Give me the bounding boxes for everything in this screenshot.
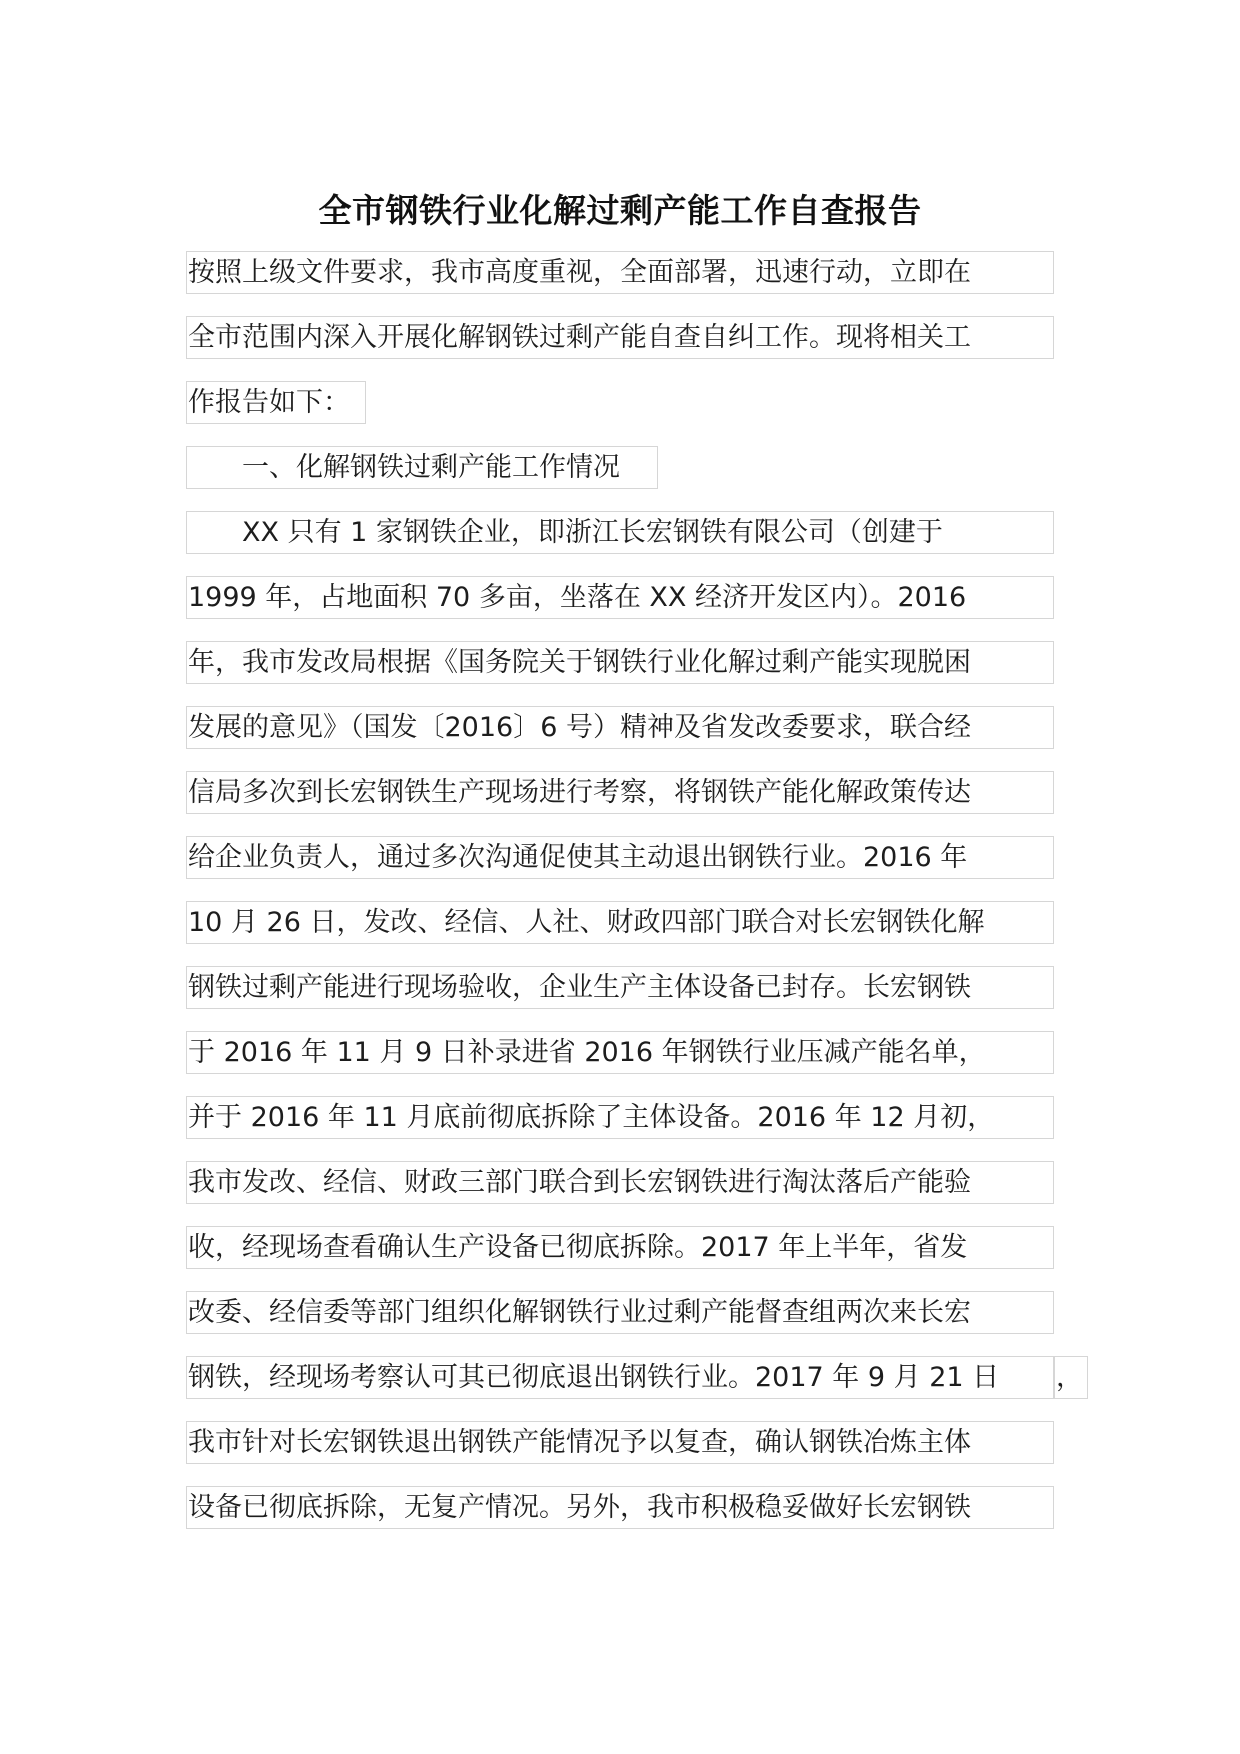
body-line-16: 设备已彻底拆除，无复产情况。另外，我市积极稳妥做好长宏钢铁 bbox=[186, 1486, 1054, 1529]
intro-line-3: 作报告如下： bbox=[186, 381, 366, 424]
intro-line-2: 全市范围内深入开展化解钢铁过剩产能自查自纠工作。现将相关工 bbox=[186, 316, 1054, 359]
body-line-14-overflow: ， bbox=[1054, 1356, 1088, 1399]
body-line-9: 于 2016 年 11 月 9 日补录进省 2016 年钢铁行业压减产能名单， bbox=[186, 1031, 1054, 1074]
body-line-11: 我市发改、经信、财政三部门联合到长宏钢铁进行淘汰落后产能验 bbox=[186, 1161, 1054, 1204]
body-line-6: 给企业负责人，通过多次沟通促使其主动退出钢铁行业。2016 年 bbox=[186, 836, 1054, 879]
body-line-10: 并于 2016 年 11 月底前彻底拆除了主体设备。2016 年 12 月初， bbox=[186, 1096, 1054, 1139]
body-line-12: 收，经现场查看确认生产设备已彻底拆除。2017 年上半年，省发 bbox=[186, 1226, 1054, 1269]
body-line-2: 1999 年，占地面积 70 多亩，坐落在 XX 经济开发区内）。2016 bbox=[186, 576, 1054, 619]
body-line-3: 年，我市发改局根据《国务院关于钢铁行业化解过剩产能实现脱困 bbox=[186, 641, 1054, 684]
body-line-7: 10 月 26 日，发改、经信、人社、财政四部门联合对长宏钢铁化解 bbox=[186, 901, 1054, 944]
document-title: 全市钢铁行业化解过剩产能工作自查报告 bbox=[318, 191, 922, 230]
body-line-14: 钢铁，经现场考察认可其已彻底退出钢铁行业。2017 年 9 月 21 日 bbox=[186, 1356, 1054, 1399]
body-line-15: 我市针对长宏钢铁退出钢铁产能情况予以复查，确认钢铁冶炼主体 bbox=[186, 1421, 1054, 1464]
section-heading: 一、化解钢铁过剩产能工作情况 bbox=[186, 446, 658, 489]
body-line-8: 钢铁过剩产能进行现场验收，企业生产主体设备已封存。长宏钢铁 bbox=[186, 966, 1054, 1009]
body-line-5: 信局多次到长宏钢铁生产现场进行考察，将钢铁产能化解政策传达 bbox=[186, 771, 1054, 814]
body-line-13: 改委、经信委等部门组织化解钢铁行业过剩产能督查组两次来长宏 bbox=[186, 1291, 1054, 1334]
intro-line-1: 按照上级文件要求，我市高度重视，全面部署，迅速行动，立即在 bbox=[186, 251, 1054, 294]
body-line-4: 发展的意见》（国发〔2016〕6 号）精神及省发改委要求，联合经 bbox=[186, 706, 1054, 749]
body-line-1: XX 只有 1 家钢铁企业，即浙江长宏钢铁有限公司（创建于 bbox=[186, 511, 1054, 554]
